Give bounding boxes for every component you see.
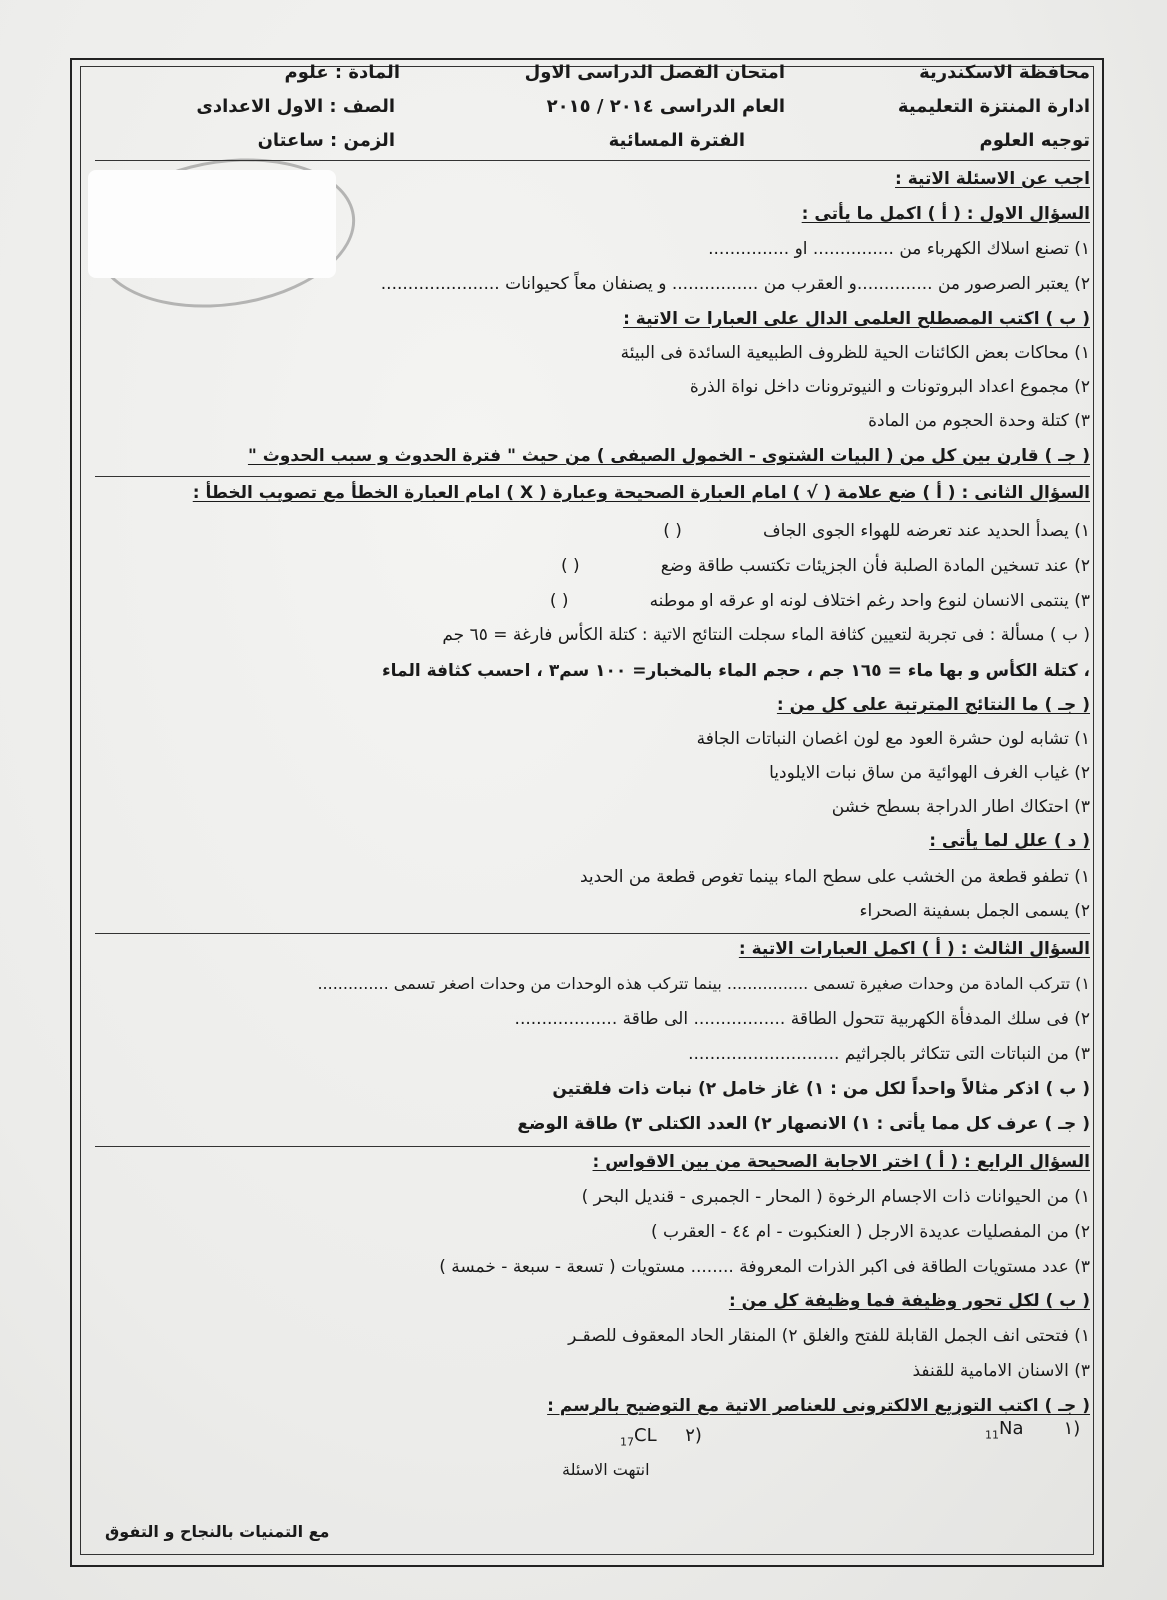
- header-right-1: محافظة الاسكندرية: [919, 62, 1090, 83]
- q4-a-item-1: ١) من الحيوانات ذات الاجسام الرخوة ( المحار - الجمبرى - قنديل البحر ): [581, 1187, 1090, 1207]
- header-divider: [95, 160, 1090, 161]
- q1-c-title: ( جـ ) قارن بين كل من ( البيات الشتوى - الخمول الصيفى ) من حيث " فترة الحدوث و سبب الحدوث ": [247, 446, 1090, 466]
- q2-a-item-2: [95, 555, 1090, 577]
- header-right-3: توجيه العلوم: [979, 130, 1090, 151]
- na-symbol: Na: [999, 1418, 1024, 1439]
- q4-a-title: السؤال الرابع : ( أ ) اختر الاجابة الصحيحة من بين الاقواس :: [592, 1152, 1090, 1172]
- q3-divider: [95, 1146, 1090, 1147]
- header-center-3: الفترة المسائية: [608, 130, 745, 151]
- cl-number: ٢): [685, 1425, 702, 1446]
- header-left-1: المادة : علوم: [284, 62, 400, 83]
- header-center-2: العام الدراسى ٢٠١٤ / ٢٠١٥: [546, 96, 785, 117]
- q1-a-title: السؤال الاول : ( أ ) اكمل ما يأتى :: [801, 204, 1090, 224]
- q4-c-title: ( جـ ) اكتب التوزيع الالكترونى للعناصر الاتية مع التوضيح بالرسم :: [547, 1396, 1090, 1416]
- element-na: [985, 1418, 1080, 1442]
- q2-d-title: ( د ) علل لما يأتى :: [929, 831, 1090, 851]
- q3-b-line: ( ب ) اذكر مثالاً واحداً لكل من : ١) غاز خامل ٢) نبات ذات فلقتين: [552, 1079, 1090, 1099]
- q4-a-item-3: ٣) عدد مستويات الطاقة فى اكبر الذرات المعروفة ........ مستويات ( تسعة - سبعة - خمسة ): [439, 1257, 1090, 1277]
- answer-paren-1[interactable]: ( ): [663, 521, 682, 541]
- q3-a-item-3: ٣) من النباتات التى تتكاثر بالجراثيم ............................: [688, 1044, 1090, 1064]
- q1-a-item-1: ١) تصنع اسلاك الكهرباء من ............... او ...............: [708, 239, 1090, 259]
- q1-divider: [95, 476, 1090, 477]
- element-cl: [620, 1425, 702, 1449]
- q1-b-item-1: ١) محاكات بعض الكائنات الحية للظروف الطبيعية السائدة فى البيئة: [620, 343, 1090, 363]
- q1-a-item-2: ٢) يعتبر الصرصور من ..............و العقرب من ................ و يصنفان معاً كحيوانات ......................: [380, 274, 1090, 294]
- q2-a-item-3-text: ٣) ينتمى الانسان لنوع واحد رغم اختلاف لونه او عرقه او موطنه: [649, 591, 1090, 611]
- q3-a-title: السؤال الثالث : ( أ ) اكمل العبارات الاتية :: [738, 939, 1090, 959]
- header-left-2: الصف : الاول الاعدادى: [196, 96, 395, 117]
- q4-b-item-2: ٣) الاسنان الامامية للقنفذ: [912, 1361, 1090, 1381]
- q1-b-title: ( ب ) اكتب المصطلح العلمى الدال على العبارا ت الاتية :: [623, 309, 1090, 329]
- na-number: ١): [1063, 1418, 1081, 1439]
- q2-c-item-3: ٣) احتكاك اطار الدراجة بسطح خشن: [831, 797, 1090, 817]
- na-atomic-number: 11: [985, 1428, 999, 1442]
- cl-atomic-number: 17: [620, 1435, 634, 1449]
- q4-b-item-1: ١) فتحتى انف الجمل القابلة للفتح والغلق ٢) المنقار الحاد المعقوف للصقـر: [568, 1326, 1090, 1346]
- q4-b-title: ( ب ) لكل تحور وظيفة فما وظيفة كل من :: [728, 1291, 1090, 1311]
- q1-b-item-3: ٣) كتلة وحدة الحجوم من المادة: [868, 411, 1090, 431]
- q3-a-item-1: ١) تتركب المادة من وحدات صغيرة تسمى ................ بينما تتركب هذه الوحدات من وحدات اصغر تسمى ..............: [317, 974, 1090, 993]
- q2-c-title: ( جـ ) ما النتائج المترتبة على كل من :: [776, 695, 1090, 715]
- q2-d-item-1: ١) تطفو قطعة من الخشب على سطح الماء بينما تغوص قطعة من الحديد: [579, 867, 1090, 887]
- q2-divider: [95, 933, 1090, 934]
- q2-a-item-1-text: ١) يصدأ الحديد عند تعرضه للهواء الجوى الجاف: [762, 521, 1090, 541]
- q2-c-item-2: ٢) غياب الغرف الهوائية من ساق نبات الايلوديا: [769, 763, 1090, 783]
- header-left-3: الزمن : ساعتان: [257, 130, 395, 151]
- instruction: اجب عن الاسئلة الاتية :: [895, 169, 1090, 189]
- q2-d-item-2: ٢) يسمى الجمل بسفينة الصحراء: [859, 901, 1090, 921]
- answer-paren-2[interactable]: ( ): [560, 556, 580, 576]
- q2-a-item-1: [95, 520, 1090, 542]
- header-right-2: ادارة المنتزة التعليمية: [897, 96, 1090, 117]
- q2-a-title: السؤال الثانى : ( أ ) ضع علامة ( √ ) امام العبارة الصحيحة وعبارة ( X ) امام العبارة الخطأ مع تصويب الخطأ :: [192, 483, 1090, 503]
- q3-c-line: ( جـ ) عرف كل مما يأتى : ١) الانصهار ٢) العدد الكتلى ٣) طاقة الوضع: [517, 1114, 1090, 1134]
- cl-symbol: CL: [634, 1425, 657, 1446]
- q2-a-item-3: [95, 590, 1090, 612]
- q2-b-line-2: ، كتلة الكأس و بها ماء = ١٦٥ جم ، حجم الماء بالمخبار= ١٠٠ سم٣ ، احسب كثافة الماء: [381, 661, 1090, 681]
- q1-b-item-2: ٢) مجموع اعداد البروتونات و النيوترونات داخل نواة الذرة: [689, 377, 1090, 397]
- q2-b-line-1: ( ب ) مسألة : فى تجربة لتعيين كثافة الماء سجلت النتائج الاتية : كتلة الكأس فارغة = ٦٥ جم: [442, 625, 1090, 645]
- end-of-questions: انتهت الاسئلة: [562, 1460, 650, 1479]
- q2-c-item-1: ١) تشابه لون حشرة العود مع لون اغصان النباتات الجافة: [696, 729, 1090, 749]
- footer-wishes: مع التمنيات بالنجاح و التفوق: [105, 1522, 330, 1541]
- q2-a-item-2-text: ٢) عند تسخين المادة الصلبة فأن الجزيئات تكتسب طاقة وضع: [660, 556, 1090, 576]
- header-center-1: امتحان الفصل الدراسى الاول: [524, 62, 785, 83]
- q4-a-item-2: ٢) من المفصليات عديدة الارجل ( العنكبوت - ام ٤٤ - العقرب ): [650, 1222, 1090, 1242]
- q3-a-item-2: ٢) فى سلك المدفأة الكهربية تتحول الطاقة ................. الى طاقة ...................: [514, 1009, 1090, 1029]
- answer-paren-3[interactable]: ( ): [549, 591, 569, 611]
